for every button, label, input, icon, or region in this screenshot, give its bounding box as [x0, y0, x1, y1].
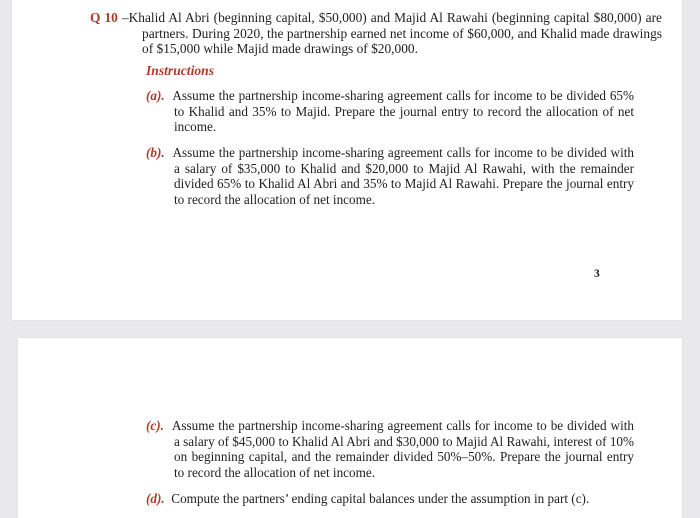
question-header	[90, 10, 662, 57]
part-a-label: (a).	[146, 88, 165, 103]
part-c-text: Assume the partnership income-sharing agreement calls for income to be divided with a salary of $45,000 to Khalid Al Abri and $30,000 to Majid Al Rawahi, interest of 10% on beginning capital, and the remainder divided 50%–50%. Prepare the journal entry to record the allocation of net income.	[171, 418, 635, 480]
part-d	[146, 491, 634, 507]
question-text: –Khalid Al Abri (beginning capital, $50,000) and Majid Al Rawahi (beginning capital $80,000) are partners. During 2020, the partnership earned net income of $60,000, and Khalid made drawings of $15,000 while Majid made drawings of $20,000.	[121, 10, 662, 57]
part-a	[146, 88, 634, 135]
part-b-label: (b).	[146, 145, 165, 160]
page-number: 3	[594, 268, 600, 280]
question-number: Q 10	[90, 10, 118, 25]
part-c	[146, 418, 634, 480]
part-a-text: Assume the partnership income-sharing agreement calls for income to be divided 65% to Khalid and 35% to Majid. Prepare the journal entry to record the allocation of net income.	[172, 88, 634, 134]
instructions-heading: Instructions	[146, 63, 215, 78]
part-b-text: Assume the partnership income-sharing agreement calls for income to be divided with a salary of $35,000 to Khalid and $20,000 to Majid Al Rawahi, with the remainder divided 65% to Khalid Al Abri and 35% to Majid Al Rawahi. Prepare the journal entry to record the allocation of net income.	[172, 145, 634, 207]
part-b	[146, 145, 634, 207]
part-d-label: (d).	[146, 491, 165, 506]
part-c-label: (c).	[146, 418, 164, 433]
part-d-text: Compute the partners’ ending capital balances under the assumption in part (c).	[171, 491, 590, 506]
